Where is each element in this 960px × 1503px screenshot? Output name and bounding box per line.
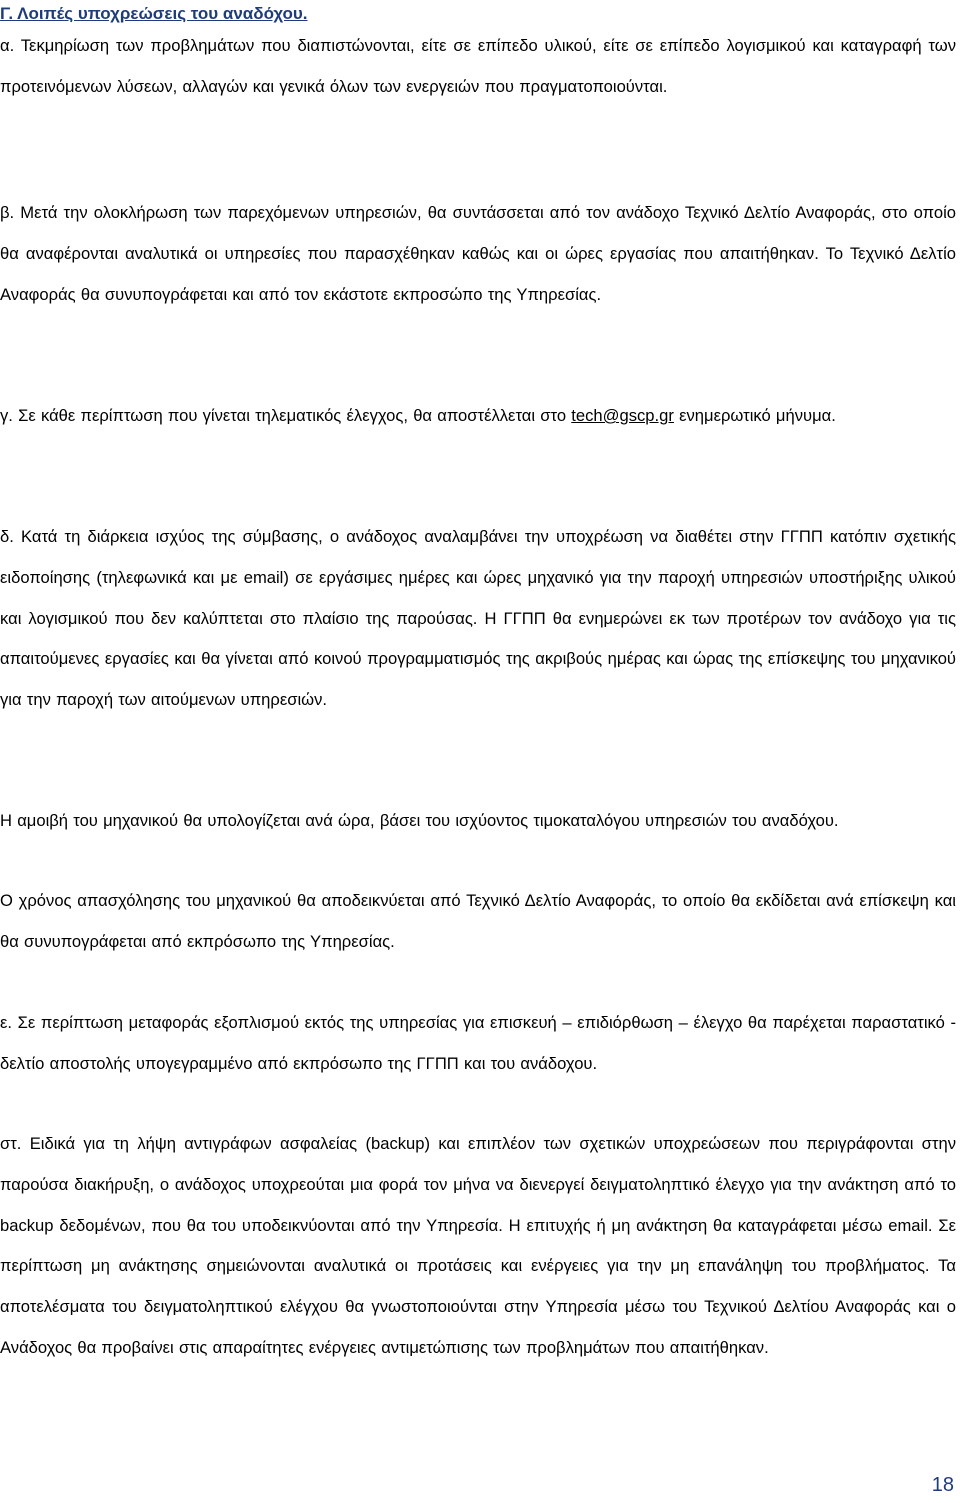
section-heading: Γ. Λοιπές υποχρεώσεις του αναδόχου. [0,4,308,23]
paragraph-d: δ. Κατά τη διάρκεια ισχύος της σύμβασης, ο ανάδοχος αναλαμβάνει την υποχρέωση να διαθέτει στην ΓΓΠΠ κατόπιν σχετικής ειδοποίησης (τηλεφωνικά και με email) σε εργάσιμες ημέρες και ώρες μηχανικό για την παροχή υπηρεσιών υποστήριξης υλικού και λογισμικού που δεν καλύπτεται στο πλαίσιο της παρούσας. Η ΓΓΠΠ θα ενημερώνει εκ των προτέρων τον ανάδοχο για τις απαιτούμενες εργασίες και θα γίνεται από κοινού προγραμματισμός της ακριβούς ημέρας και ώρας της επίσκεψης του μηχανικού για την παροχή των αιτούμενων υπηρεσιών. [0,527,956,710]
paragraph-fee: Η αμοιβή του μηχανικού θα υπολογίζεται ανά ώρα, βάσει του ισχύοντος τιμοκαταλόγου υπηρεσιών του αναδόχου. [0,811,839,830]
paragraph-c-text-before: γ. Σε κάθε περίπτωση που γίνεται τηλεματικός έλεγχος, θα αποστέλλεται στο [0,406,572,425]
paragraph-c-text-after: ενημερωτικό μήνυμα. [673,406,836,425]
paragraph-a: α. Τεκμηρίωση των προβλημάτων που διαπιστώνονται, είτε σε επίπεδο υλικού, είτε σε επίπεδο λογισμικού και καταγραφή των προτεινόμενων λύσεων, αλλαγών και γενικά όλων των ενεργειών που πραγματοποιούνται. [0,36,956,96]
email-link[interactable]: tech@gscp.gr [571,406,674,425]
paragraph-b: β. Μετά την ολοκλήρωση των παρεχόμενων υπηρεσιών, θα συντάσσεται από τον ανάδοχο Τεχνικό Δελτίο Αναφοράς, στο οποίο θα αναφέρονται αναλυτικά οι υπηρεσίες που παρασχέθηκαν καθώς και οι ώρες εργασίας που απαιτήθηκαν. Το Τεχνικό Δελτίο Αναφοράς θα συνυπογράφεται και από τον εκάστοτε εκπροσώπο της Υπηρεσίας. [0,203,956,304]
paragraph-st: στ. Ειδικά για τη λήψη αντιγράφων ασφαλείας (backup) και επιπλέον των σχετικών υποχρεώσεων που περιγράφονται στην παρούσα διακήρυξη, ο ανάδοχος υποχρεούται μια φορά τον μήνα να διενεργεί δειγματοληπτικό έλεγχο για την ανάκτηση από το backup δεδομένων, που θα του υποδεικνύονται από την Υπηρεσία. Η επιτυχής ή μη ανάκτηση θα καταγράφεται μέσω email. Σε περίπτωση μη ανάκτησης σημειώνονται αναλυτικά οι προτάσεις και ενέργειες για την μη επανάληψη του προβλήματος. Τα αποτελέσματα του δειγματοληπτικού ελέγχου θα γνωστοποιούνται στην Υπηρεσία μέσω του Τεχνικού Δελτίου Αναφοράς και ο Ανάδοχος θα προβαίνει στις απαραίτητες ενέργειες αντιμετώπισης των προβλημάτων που απαιτήθηκαν. [0,1134,956,1357]
paragraph-time: Ο χρόνος απασχόλησης του μηχανικού θα αποδεικνύεται από Τεχνικό Δελτίο Αναφοράς, το οποίο θα εκδίδεται ανά επίσκεψη και θα συνυπογράφεται από εκπρόσωπο της Υπηρεσίας. [0,891,956,951]
paragraph-e: ε. Σε περίπτωση μεταφοράς εξοπλισμού εκτός της υπηρεσίας για επισκευή – επιδιόρθωση – έλεγχο θα παρέχεται παραστατικό - δελτίο αποστολής υπογεγραμμένο από εκπρόσωπο της ΓΓΠΠ και του ανάδοχου. [0,1013,956,1073]
page-number: 18 [931,1474,954,1496]
paragraph-c [0,396,956,437]
